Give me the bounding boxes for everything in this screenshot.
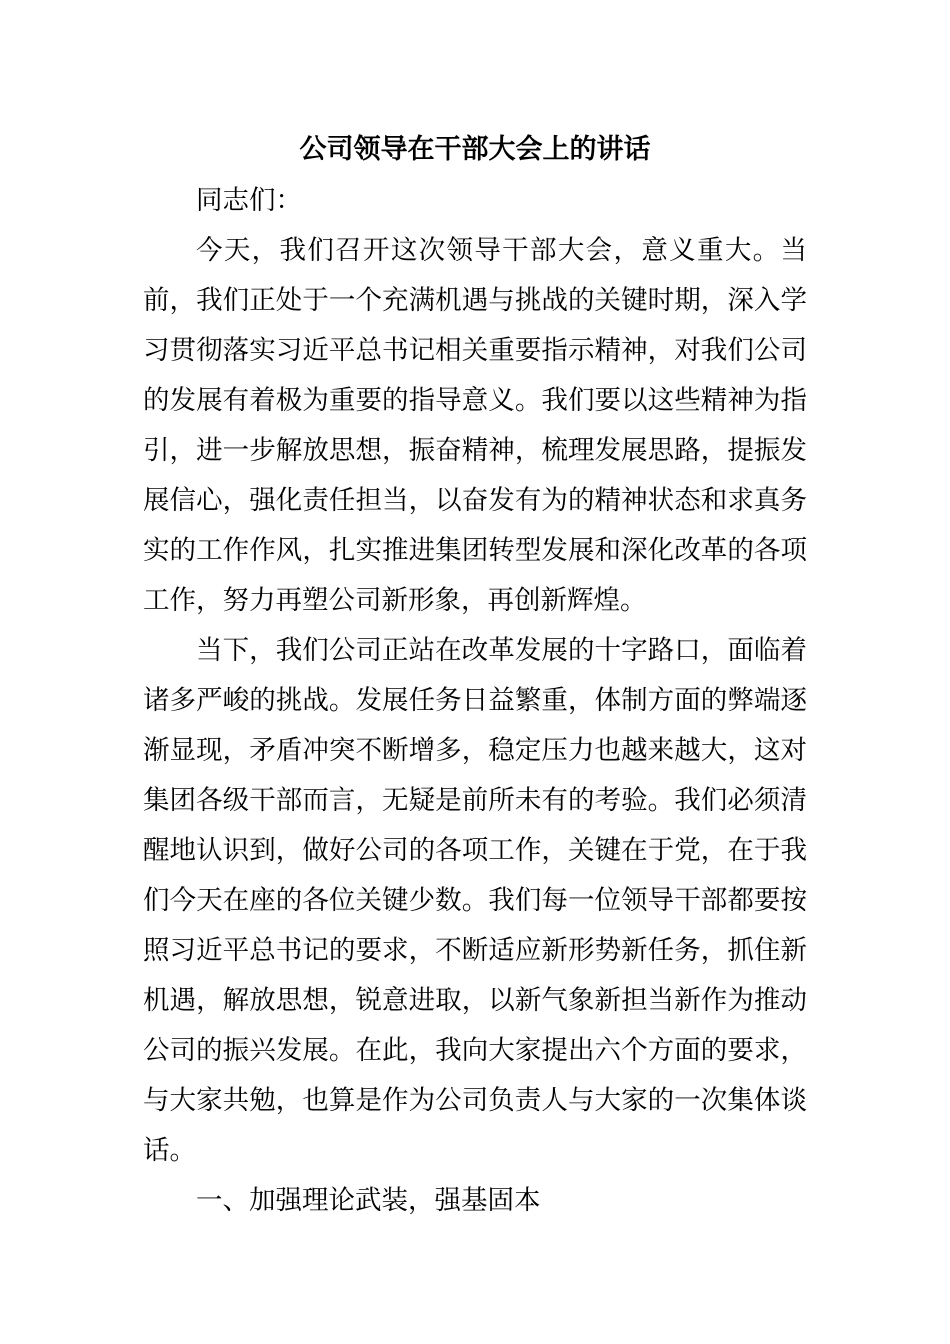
paragraph-2: 当下，我们公司正站在改革发展的十字路口，面临着诸多严峻的挑战。发展任务日益繁重，体制方面的弊端逐渐显现，矛盾冲突不断增多，稳定压力也越来越大，这对集团各级干部而言，无疑是前所未有的考验。我们必须清醒地认识到，做好公司的各项工作，关键在于党，在于我们今天在座的各位关键少数。我们每一位领导干部都要按照习近平总书记的要求，不断适应新形势新任务，抓住新机遇，解放思想，锐意进取，以新气象新担当新作为推动公司的振兴发展。在此，我向大家提出六个方面的要求，与大家共勉，也算是作为公司负责人与大家的一次集体谈话。 (143, 635, 807, 1166)
greeting: 同志们： (196, 185, 302, 216)
paragraph-1: 今天，我们召开这次领导干部大会，意义重大。当前，我们正处于一个充满机遇与挑战的关键时期，深入学习贯彻落实习近平总书记相关重要指示精神，对我们公司的发展有着极为重要的指导意义。我们要以这些精神为指引，进一步解放思想，振奋精神，梳理发展思路，提振发展信心，强化责任担当，以奋发有为的精神状态和求真务实的工作作风，扎实推进集团转型发展和深化改革的各项工作，努力再塑公司新形象，再创新辉煌。 (143, 235, 807, 616)
document-title: 公司领导在干部大会上的讲话 (299, 134, 651, 165)
section-heading: 一、加强理论武装，强基固本 (196, 1185, 541, 1216)
document-body (143, 176, 807, 1226)
